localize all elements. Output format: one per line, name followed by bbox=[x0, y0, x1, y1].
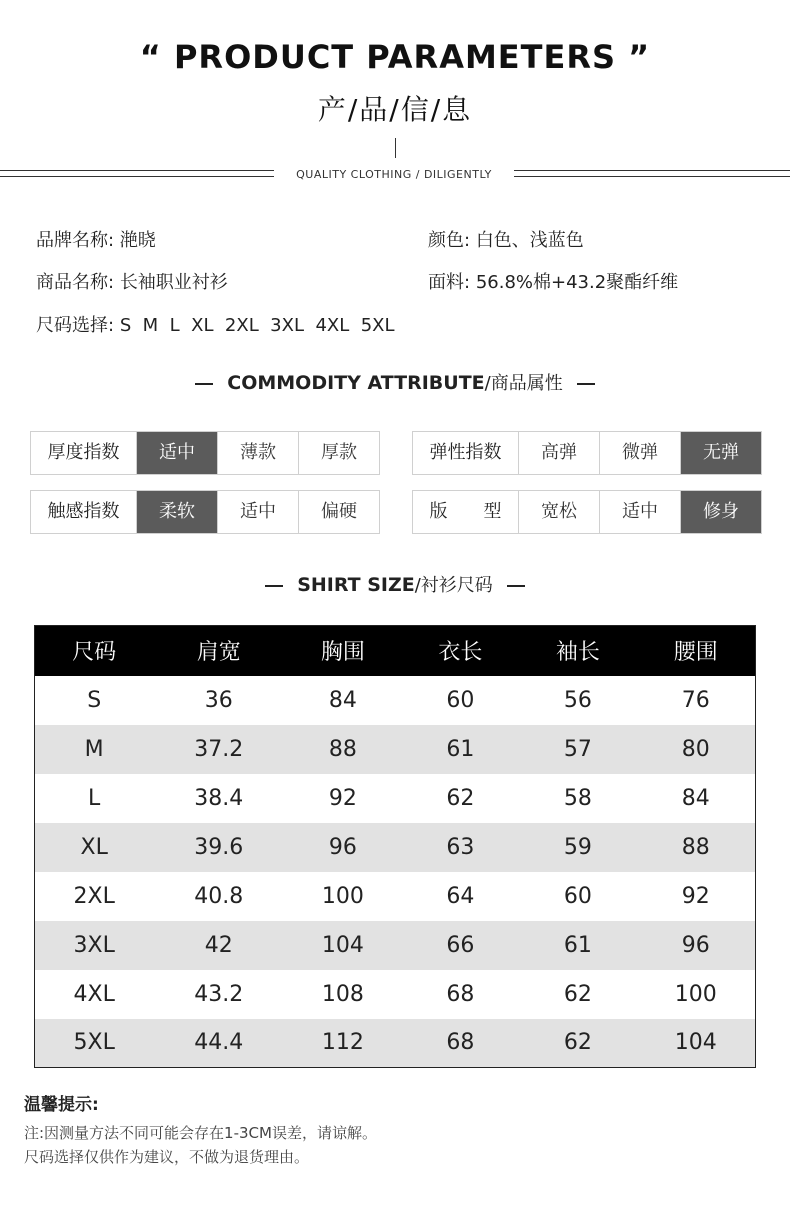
table-cell: 84 bbox=[328, 687, 357, 713]
heading-dash-left bbox=[195, 383, 213, 385]
tips-line-1: 注:因测量方法不同可能会存在1-3CM误差，请谅解。 bbox=[24, 1124, 377, 1142]
table-cell: 88 bbox=[284, 725, 402, 774]
table-cell: 68 bbox=[402, 1019, 520, 1068]
table-cell: 112 bbox=[284, 1019, 402, 1068]
attribute-label: 版 型 bbox=[429, 501, 502, 522]
table-row bbox=[35, 1019, 756, 1068]
heading-dash-right bbox=[577, 383, 595, 385]
fabric-info bbox=[428, 268, 678, 294]
table-cell: 92 bbox=[681, 883, 710, 909]
size-table bbox=[34, 625, 756, 1068]
table-cell: 43.2 bbox=[194, 981, 244, 1007]
attribute-elasticity bbox=[412, 431, 762, 475]
attribute-option: 宽松 bbox=[518, 491, 599, 533]
table-cell: 104 bbox=[637, 1019, 756, 1068]
attribute-option: 适中 bbox=[599, 491, 680, 533]
product-info bbox=[36, 268, 228, 294]
table-cell: 3XL bbox=[35, 921, 154, 970]
table-cell: 100 bbox=[321, 883, 364, 909]
color-info bbox=[428, 226, 584, 252]
table-cell: 58 bbox=[563, 785, 592, 811]
attribute-option: 适中 bbox=[217, 491, 298, 533]
table-cell: 66 bbox=[402, 921, 520, 970]
table-row bbox=[35, 774, 756, 823]
table-cell: 60 bbox=[563, 883, 592, 909]
table-header-row bbox=[35, 626, 756, 676]
table-cell: 84 bbox=[681, 785, 710, 811]
table-row bbox=[35, 823, 756, 872]
table-cell: 61 bbox=[519, 921, 637, 970]
column-header: 衣长 bbox=[402, 626, 520, 676]
attribute-fit bbox=[412, 490, 762, 534]
table-cell: 108 bbox=[321, 981, 364, 1007]
table-cell: 63 bbox=[402, 823, 520, 872]
attribute-heading-cn: /商品属性 bbox=[484, 373, 563, 394]
table-cell: 100 bbox=[674, 981, 717, 1007]
table-cell: 36 bbox=[204, 687, 233, 713]
attribute-option: 适中 bbox=[136, 432, 217, 474]
attribute-thickness bbox=[30, 431, 380, 475]
size-options-label: 尺码选择: bbox=[36, 315, 115, 336]
table-cell: 68 bbox=[446, 981, 475, 1007]
table-cell: 62 bbox=[446, 785, 475, 811]
table-cell: 88 bbox=[637, 823, 756, 872]
brand-info bbox=[36, 226, 156, 252]
attribute-option: 无弹 bbox=[680, 432, 761, 474]
table-cell: 104 bbox=[284, 921, 402, 970]
table-cell: 42 bbox=[153, 921, 284, 970]
title-divider bbox=[395, 138, 396, 158]
fabric-value: 56.8%棉+43.2聚酯纤维 bbox=[475, 272, 679, 293]
table-cell: 44.4 bbox=[153, 1019, 284, 1068]
table-cell: XL bbox=[35, 823, 154, 872]
column-header: 腰围 bbox=[637, 626, 756, 676]
table-cell: S bbox=[87, 687, 102, 713]
size-options-info bbox=[36, 311, 395, 337]
table-cell: 57 bbox=[519, 725, 637, 774]
table-cell: M bbox=[35, 725, 154, 774]
fabric-label: 面料: bbox=[428, 272, 471, 293]
table-cell: 56 bbox=[563, 687, 592, 713]
table-cell: 92 bbox=[328, 785, 357, 811]
attribute-section-heading bbox=[0, 369, 790, 395]
column-header: 胸围 bbox=[284, 626, 402, 676]
attribute-option: 高弹 bbox=[518, 432, 599, 474]
product-value: 长袖职业衬衫 bbox=[119, 272, 228, 293]
page-title-en: “ PRODUCT PARAMETERS ” bbox=[139, 38, 651, 76]
table-cell: 4XL bbox=[73, 981, 115, 1007]
tips-line-2: 尺码选择仅供作为建议，不做为退货理由。 bbox=[24, 1148, 310, 1166]
table-cell: 76 bbox=[681, 687, 710, 713]
attribute-option: 厚款 bbox=[298, 432, 379, 474]
color-value: 白色、浅蓝色 bbox=[475, 230, 584, 251]
page-title-cn: 产/品/信/息 bbox=[317, 93, 473, 126]
table-cell: 96 bbox=[637, 921, 756, 970]
size-options-value: S M L XL 2XL 3XL 4XL 5XL bbox=[119, 315, 395, 336]
size-section-heading bbox=[0, 571, 790, 597]
attribute-label: 厚度指数 bbox=[47, 442, 120, 463]
table-cell: 96 bbox=[284, 823, 402, 872]
subtitle-rule-right bbox=[514, 170, 790, 177]
tips-title: 温馨提示: bbox=[24, 1095, 99, 1115]
attribute-label: 弹性指数 bbox=[429, 442, 502, 463]
table-cell: 64 bbox=[446, 883, 475, 909]
attribute-option: 柔软 bbox=[136, 491, 217, 533]
table-row bbox=[35, 921, 756, 970]
table-cell: 37.2 bbox=[153, 725, 284, 774]
column-header: 尺码 bbox=[35, 626, 154, 676]
attribute-label: 触感指数 bbox=[47, 501, 120, 522]
table-cell: 62 bbox=[519, 1019, 637, 1068]
heading-dash-right bbox=[507, 585, 525, 587]
table-cell: 61 bbox=[402, 725, 520, 774]
table-row bbox=[35, 676, 756, 725]
column-header: 袖长 bbox=[519, 626, 637, 676]
table-row bbox=[35, 970, 756, 1019]
attribute-heading-en: COMMODITY ATTRIBUTE bbox=[227, 372, 485, 394]
product-label: 商品名称: bbox=[36, 272, 115, 293]
table-cell: 38.4 bbox=[194, 785, 244, 811]
subtitle: QUALITY CLOTHING / DILIGENTLY bbox=[296, 168, 492, 181]
attribute-option: 微弹 bbox=[599, 432, 680, 474]
table-cell: 60 bbox=[446, 687, 475, 713]
color-label: 颜色: bbox=[428, 230, 471, 251]
table-cell: 62 bbox=[563, 981, 592, 1007]
table-row bbox=[35, 872, 756, 921]
table-cell: L bbox=[88, 785, 101, 811]
attribute-option: 修身 bbox=[680, 491, 761, 533]
size-heading-en: SHIRT SIZE bbox=[297, 574, 415, 596]
table-row bbox=[35, 725, 756, 774]
table-cell: 5XL bbox=[35, 1019, 154, 1068]
heading-dash-left bbox=[265, 585, 283, 587]
table-cell: 59 bbox=[519, 823, 637, 872]
table-cell: 80 bbox=[637, 725, 756, 774]
attribute-touch bbox=[30, 490, 380, 534]
table-cell: 39.6 bbox=[153, 823, 284, 872]
column-header: 肩宽 bbox=[153, 626, 284, 676]
subtitle-rule-left bbox=[0, 170, 274, 177]
size-heading-cn: /衬衫尺码 bbox=[414, 575, 493, 596]
brand-label: 品牌名称: bbox=[36, 230, 115, 251]
table-cell: 2XL bbox=[73, 883, 115, 909]
brand-value: 滟晓 bbox=[119, 230, 156, 251]
table-cell: 40.8 bbox=[194, 883, 244, 909]
attribute-option: 偏硬 bbox=[298, 491, 379, 533]
attribute-option: 薄款 bbox=[217, 432, 298, 474]
